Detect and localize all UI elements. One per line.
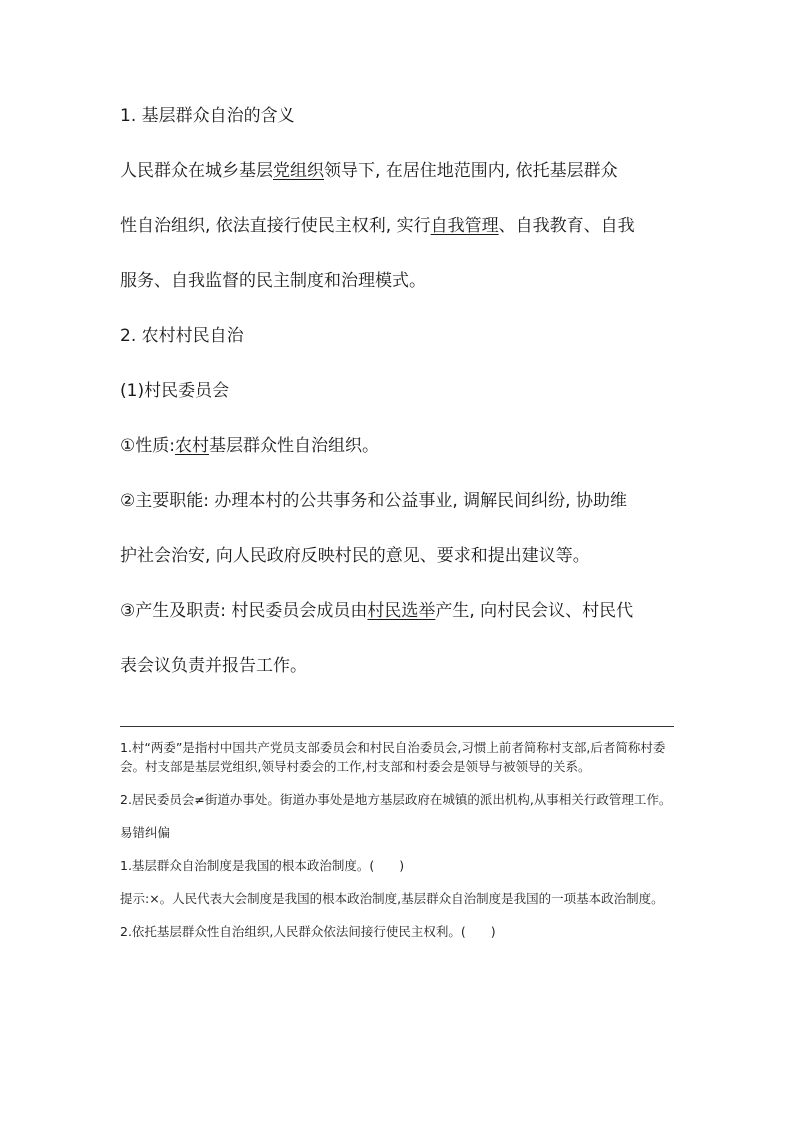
text-segment: 产生, 向村民会议、村民代 (435, 601, 634, 621)
text-segment: 领导下, 在居住地范围内, 依托基层群众 (324, 161, 618, 181)
function-line-2: 护社会治安, 向人民政府反映村民的意见、要求和提出建议等。 (120, 546, 590, 566)
footnote-divider (120, 726, 674, 727)
error-correction-title: 易错纠偏 (120, 825, 171, 840)
underlined-term-village-election: 村民选举 (367, 601, 436, 621)
definition-line-2 (120, 207, 680, 245)
text-segment: ③产生及职责: 村民委员会成员由 (120, 601, 368, 621)
duty-line-2: 表会议负责并报告工作。 (120, 656, 307, 676)
note-1: 1.村“两委”是指村中国共产党员支部委员会和村民自治委员会,习惯上前者简称村支部,后者简称村委会。村支部是基层党组织,领导村委会的工作,村支部和村委会是领导与被领导的关系。 (120, 740, 666, 774)
nature-line (120, 427, 680, 465)
subheading-village-committee: (1)村民委员会 (120, 381, 230, 401)
duty-line-1 (120, 592, 680, 630)
definition-line-3: 服务、自我监督的民主制度和治理模式。 (120, 271, 426, 291)
answer-1: 提示:×。人民代表大会制度是我国的根本政治制度,基层群众自治制度是我国的一项基本政治制度。 (120, 891, 664, 906)
underlined-term-party-org: 党组织 (273, 161, 324, 181)
main-content (120, 97, 680, 685)
text-segment: 、自我教育、自我 (498, 216, 635, 236)
section-2-heading: 2. 农村村民自治 (120, 326, 244, 346)
underlined-term-self-management: 自我管理 (430, 216, 499, 236)
text-segment: 性自治组织, 依法直接行使民主权利, 实行 (120, 216, 431, 236)
text-segment: 基层群众性自治组织。 (208, 436, 379, 456)
text-segment: ①性质: (120, 436, 175, 456)
text-segment: 人民群众在城乡基层 (120, 161, 273, 181)
question-1: 1.基层群众自治制度是我国的根本政治制度。( ) (120, 858, 405, 873)
section-1-heading: 1. 基层群众自治的含义 (120, 106, 295, 126)
note-2: 2.居民委员会≠街道办事处。街道办事处是地方基层政府在城镇的派出机构,从事相关行政管理工作。 (120, 792, 672, 807)
question-2: 2.依托基层群众性自治组织,人民群众依法间接行使民主权利。( ) (120, 924, 496, 939)
definition-line-1 (120, 152, 680, 190)
underlined-term-rural: 农村 (174, 436, 209, 456)
notes-section (120, 738, 676, 941)
function-line-1: ②主要职能: 办理本村的公共事务和公益事业, 调解民间纠纷, 协助维 (120, 491, 627, 511)
